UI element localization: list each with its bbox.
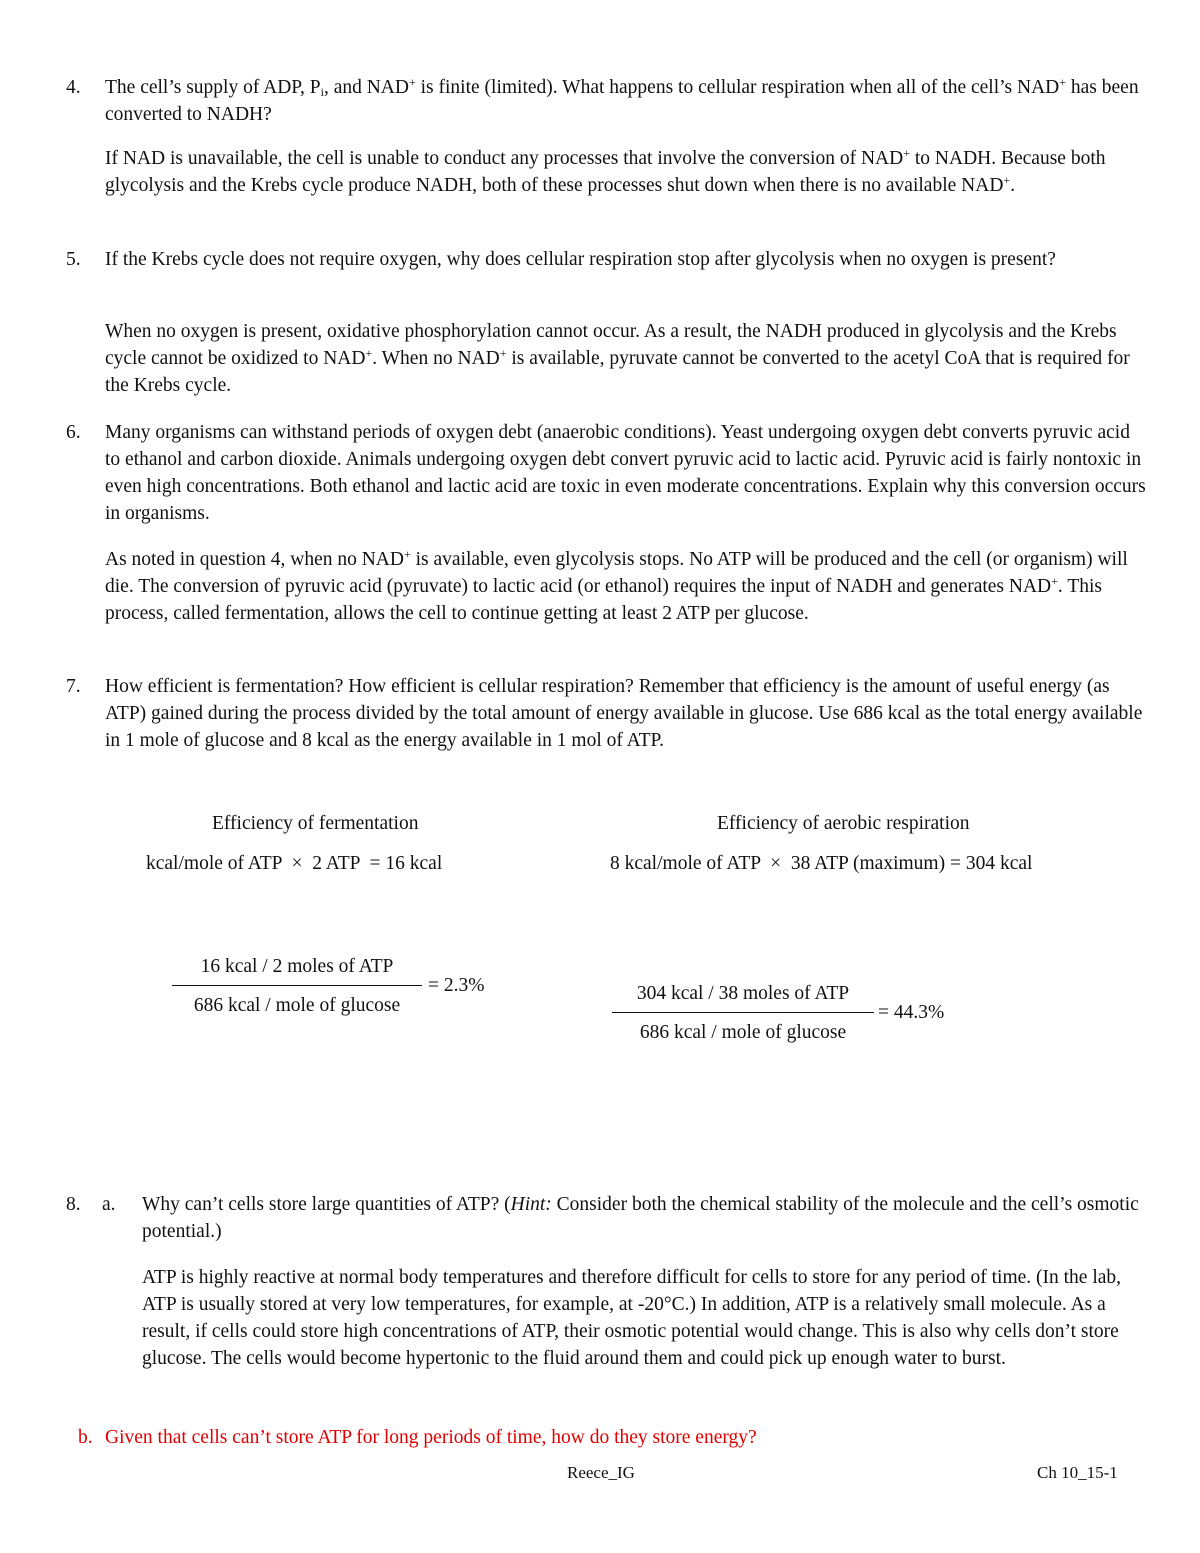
fraction-numerator: 16 kcal / 2 moles of ATP (200, 956, 394, 977)
question-text: Many organisms can withstand periods of oxygen debt (anaerobic conditions). Yeast undergoing oxygen debt converts pyruvic acid to ethanol and carbon dioxide. Animals undergoing oxygen debt convert pyruvic acid to lactic acid. Pyruvic acid is fairly nontoxic in even high concentrations. Both ethanol and lactic acid are toxic in even moderate concentrations. Explain why this conversion occurs in organisms. (105, 422, 1146, 524)
aerobic-heading: Efficiency of aerobic respiration (717, 813, 970, 834)
question-number: 5. (66, 249, 81, 270)
question-text: If the Krebs cycle does not require oxygen, why does cellular respiration stop after glycolysis when no oxygen is present? (105, 249, 1056, 270)
question-4 (66, 74, 1146, 128)
fraction-numerator: 304 kcal / 38 moles of ATP (636, 983, 850, 1004)
fraction-result: = 44.3% (878, 1002, 945, 1023)
footer-page-number: Ch 10_15-1 (1037, 1463, 1118, 1482)
question-5 (66, 246, 1146, 273)
question-number: 4. (66, 77, 81, 98)
question-text: How efficient is fermentation? How efficient is cellular respiration? Remember that efficiency is the amount of useful energy (as ATP) gained during the process divided by the total amount of energy available in glucose. Use 686 kcal as the total energy available in 1 mole of glucose and 8 kcal as the energy available in 1 mol of ATP. (105, 676, 1143, 751)
answer-6: As noted in question 4, when no NAD+ is available, even glycolysis stops. No ATP will be produced and the cell (or organism) will die. The conversion of pyruvic acid (pyruvate) to lactic acid (or ethanol) requires the input of NADH and generates NAD+. This process, called fermentation, allows the cell to continue getting at least 2 ATP per glucose. (105, 547, 1128, 624)
question-text: Why can’t cells store large quantities of ATP? (Hint: Consider both the chemical stability of the molecule and the cell’s osmotic potential.) (142, 1194, 1139, 1242)
question-text: The cell’s supply of ADP, $P_i$, and NAD+ is finite (limited). What happens to cellular respiration when all of the cell’s NAD+ has been converted to NADH? (105, 75, 1139, 125)
fermentation-heading: Efficiency of fermentation (212, 813, 419, 834)
question-8a (66, 1191, 1146, 1245)
fraction-denominator: 686 kcal / mole of glucose (639, 1022, 847, 1043)
fermentation-calculation: kcal/mole of ATP × 2 ATP = 16 kcal (146, 853, 443, 874)
fraction-bar (172, 985, 422, 986)
question-8b (66, 1424, 1146, 1451)
fraction-bar (612, 1012, 874, 1013)
question-number: 7. (66, 676, 81, 697)
question-number: 8. (66, 1194, 81, 1215)
fraction-result: = 2.3% (428, 975, 485, 996)
part-label: b. (78, 1427, 93, 1448)
aerobic-calculation: 8 kcal/mole of ATP × 38 ATP (maximum) = 304 kcal (610, 853, 1033, 874)
question-7 (66, 673, 1146, 754)
question-6 (66, 419, 1146, 527)
answer-4: If NAD is unavailable, the cell is unable to conduct any processes that involve the conversion of NAD+ to NADH. Because both glycolysis and the Krebs cycle produce NADH, both of these processes shut down when there is no available NAD+. (105, 146, 1106, 196)
part-label: a. (102, 1194, 116, 1215)
fraction-denominator: 686 kcal / mole of glucose (193, 995, 401, 1016)
question-text: Given that cells can’t store ATP for long periods of time, how do they store energy? (105, 1427, 757, 1448)
footer-center: Reece_IG (567, 1463, 635, 1482)
question-number: 6. (66, 422, 81, 443)
answer-5: When no oxygen is present, oxidative phosphorylation cannot occur. As a result, the NADH produced in glycolysis and the Krebs cycle cannot be oxidized to NAD+. When no NAD+ is available, pyruvate cannot be converted to the acetyl CoA that is required for the Krebs cycle. (105, 321, 1130, 396)
answer-8a: ATP is highly reactive at normal body temperatures and therefore difficult for cells to store for any period of time. (In the lab, ATP is usually stored at very low temperatures, for example, at -20°C.) In addition, ATP is a relatively small molecule. As a result, if cells could store high concentrations of ATP, their osmotic potential would change. This is also why cells don’t store glucose. The cells would become hypertonic to the fluid around them and could pick up enough water to burst. (142, 1267, 1122, 1369)
